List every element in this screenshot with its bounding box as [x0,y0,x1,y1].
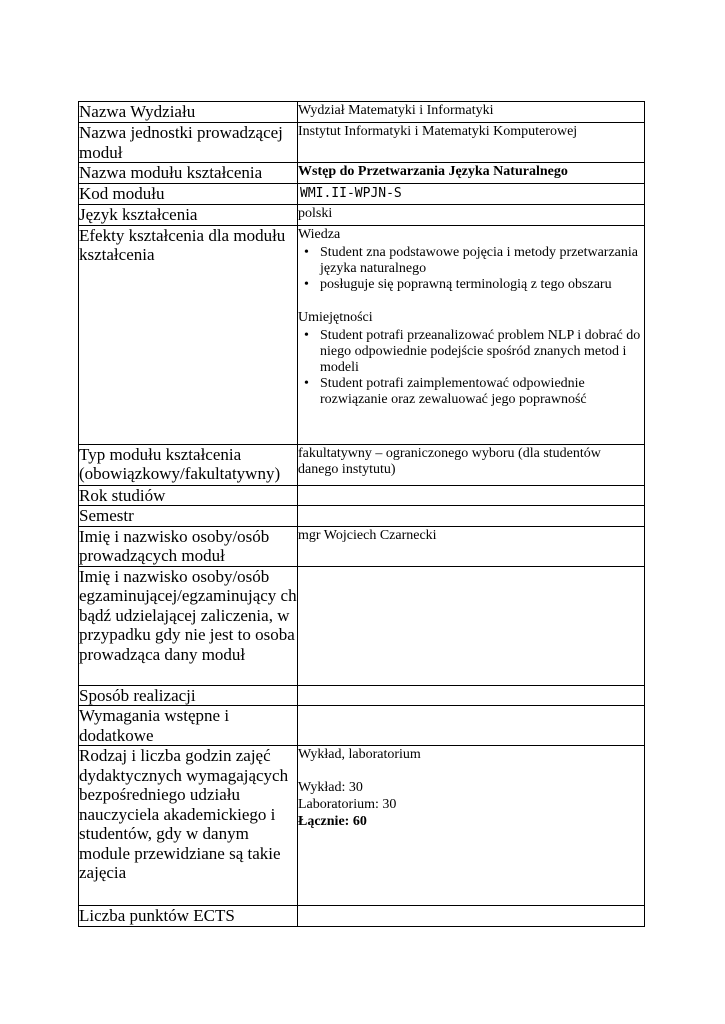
table-row [79,163,645,184]
row-label: Rok studiów [79,485,298,506]
row-value [298,102,645,123]
row-label: Imię i nazwisko osoby/osób prowadzących moduł [79,526,298,566]
table-row [79,685,645,706]
row-label: Nazwa jednostki prowadzącej moduł [79,123,298,163]
list-item: • Student potrafi przeanalizować problem NLP i dobrać do niego odpowiednie podejście spośród znanych metod i modeli [320,328,644,376]
row-label: Liczba punktów ECTS [79,906,298,927]
table-row [79,123,645,163]
table-row [79,526,645,566]
row-label: Efekty kształcenia dla modułu kształcenia [79,225,298,444]
lecturer-name: mgr Wojciech Czarnecki [298,527,437,543]
list-item: • posługuje się poprawną terminologią z tego obszaru [320,277,644,293]
table-row [79,184,645,205]
table-row [79,225,645,444]
row-label: Rodzaj i liczba godzin zajęć dydaktycznych wymagających bezpośredniego udziału nauczyciela akademickiego i studentów, gdy w danym module przewidziane są takie zajęcia [79,746,298,906]
table-row [79,906,645,927]
knowledge-heading: Wiedza [298,226,341,242]
row-value [298,444,645,485]
list-item: • Student potrafi zaimplementować odpowiednie rozwiązanie oraz zewaluować jego poprawność [320,376,644,408]
module-description-table [78,101,645,927]
row-value [298,485,645,506]
row-value [298,123,645,163]
row-label: Nazwa modułu kształcenia [79,163,298,184]
row-value [298,906,645,927]
table-row [79,444,645,485]
learning-outcomes [298,225,645,444]
row-label: Język kształcenia [79,204,298,225]
list-item: • Student zna podstawowe pojęcia i metody przetwarzania języka naturalnego [320,245,644,277]
row-value [298,566,645,685]
row-label: Kod modułu [79,184,298,205]
module-code: WMI.II-WPJN-S [300,186,402,201]
faculty-name: Wydział Matematyki i Informatyki [298,103,494,118]
row-value [298,204,645,225]
lecture-hours: Wykład: 30 [298,780,363,795]
knowledge-list [298,245,644,293]
table-row [79,506,645,527]
table-row [79,102,645,123]
hours-breakdown [298,746,645,906]
class-types: Wykład, laboratorium [298,747,421,762]
unit-name: Instytut Informatyki i Matematyki Komputerowej [298,124,578,139]
skills-heading: Umiejętności [298,309,373,325]
table-row [79,706,645,746]
row-label: Wymagania wstępne i dodatkowe [79,706,298,746]
row-value [298,706,645,746]
row-label: Nazwa Wydziału [79,102,298,123]
row-label: Sposób realizacji [79,685,298,706]
language: polski [298,205,333,221]
skills-list [298,328,644,408]
row-label: Semestr [79,506,298,527]
row-value [298,163,645,184]
table-row [79,746,645,906]
row-label: Typ modułu kształcenia (obowiązkowy/fakultatywny) [79,444,298,485]
row-value [298,184,645,205]
row-label: Imię i nazwisko osoby/osób egzaminującej/egzaminujący ch bądź udzielającej zaliczenia, w przypadku gdy nie jest to osoba prowadząca dany moduł [79,566,298,685]
module-name: Wstęp do Przetwarzania Języka Naturalnego [298,164,568,179]
row-value [298,526,645,566]
lab-hours: Laboratorium: 30 [298,797,397,812]
row-value [298,685,645,706]
total-hours: Łącznie: 60 [298,814,367,829]
table-row [79,204,645,225]
table-row [79,566,645,685]
row-value [298,506,645,527]
module-type: fakultatywny – ograniczonego wyboru (dla studentów danego instytutu) [298,445,601,477]
table-row [79,485,645,506]
